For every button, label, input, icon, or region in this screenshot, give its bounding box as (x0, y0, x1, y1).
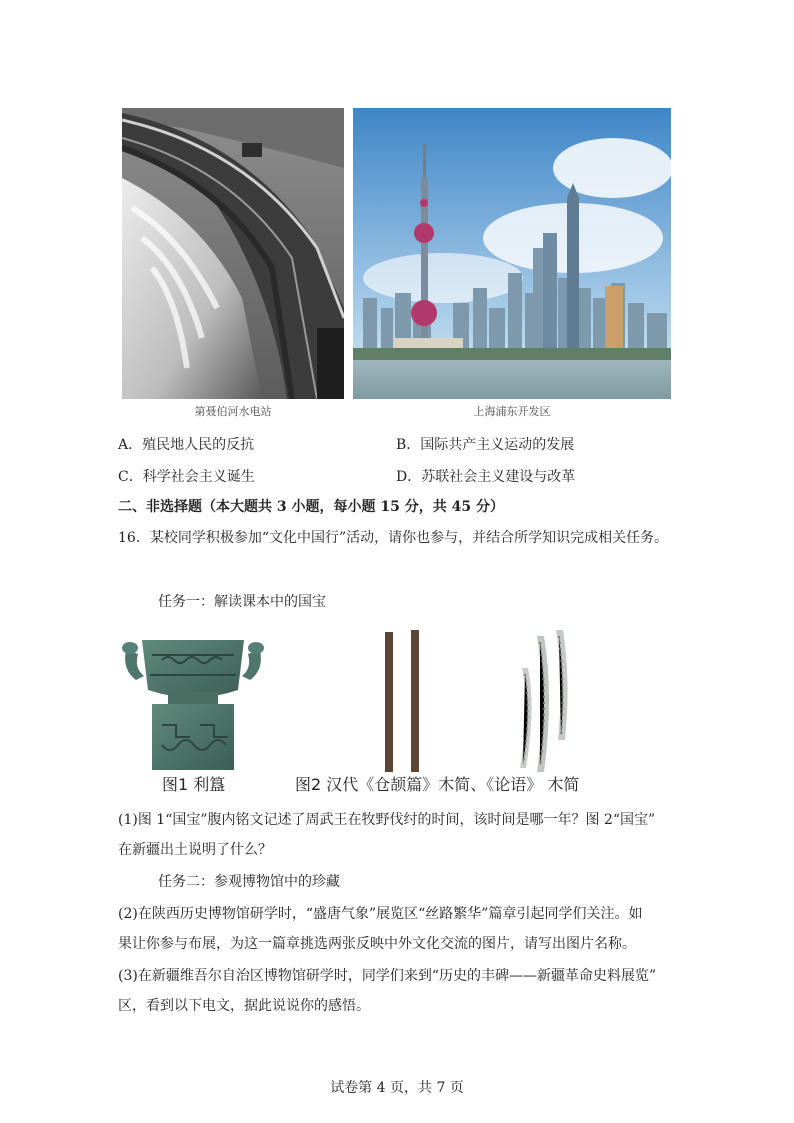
sub-question-1-line-2: 在新疆出土说明了什么？ (118, 842, 272, 858)
dam-caption: 第聂伯河水电站 (194, 405, 272, 418)
dnieper-dam-photo (122, 108, 344, 399)
option-b: B．国际共产主义运动的发展 (396, 437, 575, 453)
task-2-heading: 任务二：参观博物馆中的珍藏 (158, 874, 340, 890)
sub-question-2-line-2: 果让你参与布展，为这一篇章挑选两张反映中外文化交流的图片，请写出图片名称。 (118, 936, 636, 952)
pudong-photo (353, 108, 671, 399)
page-footer: 试卷第 4 页，共 7 页 (330, 1080, 464, 1096)
sub-question-2-line-1: (2)在陕西历史博物馆研学时，“盛唐气象”展览区“丝路繁华”篇章引起同学们关注。如 (118, 906, 643, 922)
option-a: A．殖民地人民的反抗 (118, 437, 255, 453)
sub-question-1-line-1: (1)图 1“国宝”腹内铭文记述了周武王在牧野伐纣的时间，该时间是哪一年？图 2“国宝” (118, 812, 656, 828)
figure-1-caption: 图1 利簋 (162, 775, 226, 794)
figure-2-caption: 图2 汉代《仓颉篇》木简、《论语》 木简 (295, 775, 580, 794)
dam-image (122, 108, 344, 399)
question-16-intro: 16．某校同学积极参加“文化中国行”活动，请你也参与，并结合所学知识完成相关任务。 (118, 530, 669, 546)
sub-question-3-line-2: 区，看到以下电文，据此说说你的感悟。 (118, 998, 370, 1014)
wooden-slips-image (380, 628, 580, 774)
sub-question-3-line-1: (3)在新疆维吾尔自治区博物馆研学时，同学们来到“历史的丰碑——新疆革命史料展览” (118, 968, 657, 984)
option-c: C．科学社会主义诞生 (118, 469, 255, 485)
section-title: 二、非选择题（本大题共 3 小题，每小题 15 分，共 45 分） (118, 499, 504, 515)
li-gui-image (122, 630, 264, 772)
wooden-slips-figure (380, 628, 580, 774)
option-d: D．苏联社会主义建设与改革 (396, 469, 576, 485)
pudong-image (353, 108, 671, 399)
task-1-heading: 任务一：解读课本中的国宝 (158, 594, 326, 610)
pudong-caption: 上海浦东开发区 (473, 405, 551, 418)
li-gui-figure (122, 630, 264, 772)
